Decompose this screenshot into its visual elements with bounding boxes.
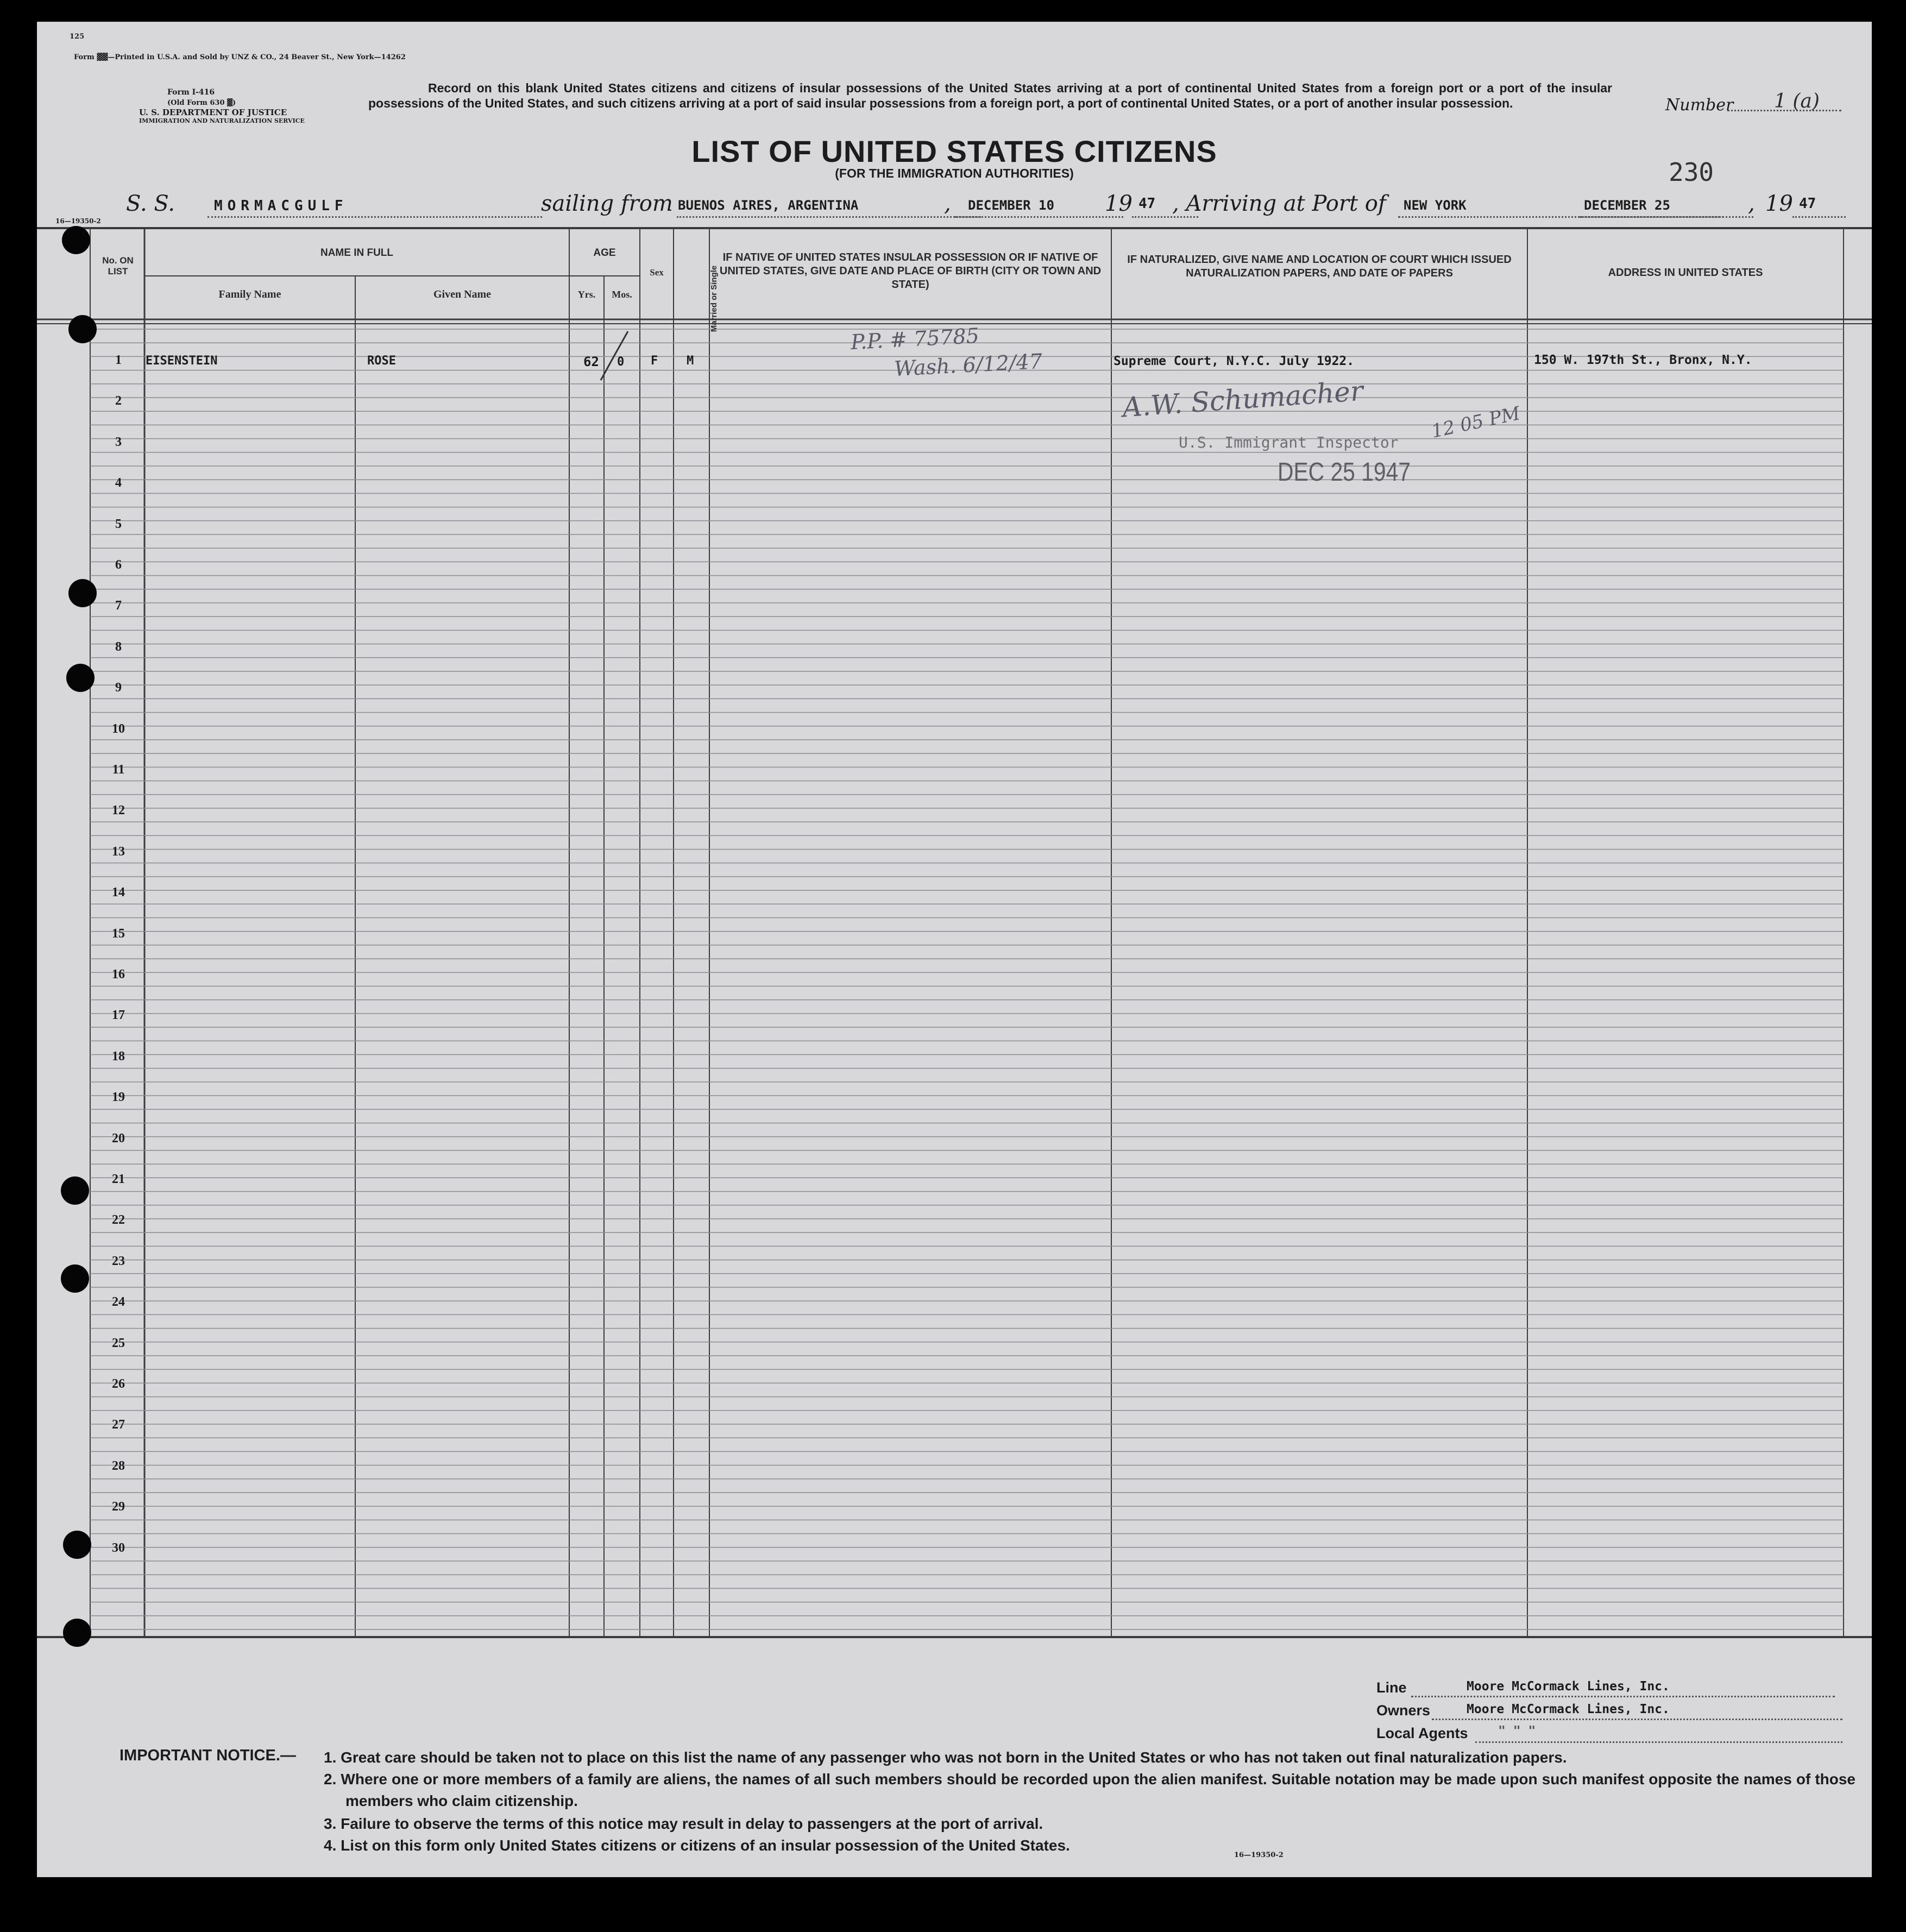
row-number: 28: [112, 1458, 125, 1473]
side-code: 16—19350-2: [55, 217, 101, 225]
owners-label: Owners: [1376, 1702, 1431, 1719]
punch-hole: [63, 1619, 91, 1647]
col-address: ADDRESS IN UNITED STATES: [1608, 267, 1763, 279]
sail-year-prefix: 19: [1105, 191, 1133, 216]
notice-item-3: 3. Failure to observe the terms of this notice may result in delay to passengers at the port of arrival.: [324, 1815, 1043, 1832]
row-number: 5: [115, 517, 122, 531]
row-number: 29: [112, 1500, 125, 1514]
row-number: 10: [112, 721, 125, 736]
col-name-in-full: NAME IN FULL: [320, 247, 394, 259]
age-check-mark: [596, 326, 640, 386]
arriving-text: Arriving at Port of: [1186, 191, 1386, 216]
punch-hole: [61, 1264, 89, 1293]
agents-value: " " ": [1498, 1724, 1536, 1738]
row-number: 9: [115, 681, 122, 695]
from-port: BUENOS AIRES, ARGENTINA: [678, 198, 859, 213]
page-stamp: 230: [1669, 158, 1714, 187]
dept-line-2: IMMIGRATION AND NATURALIZATION SERVICE: [139, 117, 305, 124]
top-code: 125: [70, 33, 85, 41]
agents-label: Local Agents: [1376, 1725, 1468, 1741]
sailing-label: sailing from: [541, 191, 673, 216]
number-value: 1 (a): [1774, 90, 1820, 112]
row-number: 2: [115, 394, 122, 408]
handwritten-passport: P.P. # 75785: [850, 323, 980, 355]
row-number: 16: [112, 967, 125, 981]
col-family-name: Family Name: [218, 288, 281, 300]
inspector-date-stamp: DEC 25 1947: [1278, 458, 1411, 487]
punch-hole: [66, 664, 95, 692]
punch-hole: [61, 1176, 89, 1205]
entry-family-name: EISENSTEIN: [146, 354, 218, 368]
col-birth: IF NATIVE OF UNITED STATES INSULAR POSSESSION OR IF NATIVE OF UNITED STATES, GIVE DATE AND PLACE OF BIRTH (CITY OR TOWN AND STATE): [719, 251, 1102, 291]
inspector-signature: A.W. Schumacher: [1121, 375, 1364, 424]
row-number: 18: [112, 1049, 125, 1063]
row-number: 15: [112, 926, 125, 941]
row-number: 3: [115, 435, 122, 449]
arrival-year: 47: [1799, 196, 1816, 212]
line-label: Line: [1376, 1679, 1407, 1696]
row-number: 25: [112, 1336, 125, 1350]
row-number: 17: [112, 1008, 125, 1023]
page-subtitle: (FOR THE IMMIGRATION AUTHORITIES): [835, 166, 1074, 180]
col-married-single: Married or Single: [709, 265, 719, 332]
notice-item-4: 4. List on this form only United States citizens or citizens of an insular possession of the United States.: [324, 1837, 1070, 1854]
row-number: 24: [112, 1295, 125, 1310]
punch-hole: [63, 1531, 91, 1559]
entry-married-single: M: [687, 354, 694, 368]
row-number: 14: [112, 885, 125, 900]
row-number: 1: [115, 353, 122, 367]
arrival-year-prefix: 19: [1765, 191, 1793, 216]
footer-form-code: 16—19350-2: [1234, 1851, 1284, 1859]
row-number: 21: [112, 1172, 125, 1186]
entry-sex: F: [651, 354, 658, 368]
page-title: LIST OF UNITED STATES CITIZENS: [691, 134, 1217, 168]
col-sex: Sex: [650, 267, 664, 278]
row-number: 6: [115, 558, 122, 572]
number-label: Number: [1665, 96, 1734, 115]
stamp-time: 12 05 PM: [1429, 402, 1523, 443]
row-number: 27: [112, 1418, 125, 1432]
sail-comma: ,: [944, 191, 951, 216]
col-no-on-list: No. ON LIST: [102, 255, 134, 276]
row-number: 30: [112, 1540, 125, 1555]
row-number: 13: [112, 844, 125, 859]
row-number: 19: [112, 1090, 125, 1105]
entry-given-name: ROSE: [367, 354, 396, 368]
handwritten-issued: Wash. 6/12/47: [894, 349, 1043, 381]
entry-age-months: 0: [617, 355, 625, 369]
entry-address: 150 W. 197th St., Bronx, N.Y.: [1534, 353, 1752, 367]
header-instructions: Record on this blank United States citizens and citizens of insular possessions of the United States arriving at a port of continental United States from a foreign port or a port of the insular possessions of the United States, and such citizens arriving at a port of said insular possessions from a foreign port, a port of continental United States, or a port of another insular possession.: [368, 81, 1612, 110]
col-mos: Mos.: [612, 289, 632, 300]
line-value: Moore McCormack Lines, Inc.: [1467, 1679, 1670, 1694]
old-form: (Old Form 630 ▓): [167, 99, 236, 107]
notice-item-1: 1. Great care should be taken not to place on this list the name of any passenger who was not born in the United States or who has not taken out final naturalization papers.: [324, 1749, 1567, 1766]
punch-hole: [68, 315, 97, 343]
punch-hole: [62, 226, 90, 254]
inspector-title-stamp: U.S. Immigrant Inspector: [1179, 433, 1399, 451]
notice-item-2: 2. Where one or more members of a family are aliens, the names of all such members should be recorded upon the alien manifest. Suitable notation may be made upon such manifest opposite the names of those members who claim citizenship.: [324, 1771, 1855, 1809]
row-number: 8: [115, 639, 122, 654]
col-naturalized: IF NATURALIZED, GIVE NAME AND LOCATION OF COURT WHICH ISSUED NATURALIZATION PAPERS, AND DATE OF PAPERS: [1127, 254, 1512, 279]
row-number: 23: [112, 1254, 125, 1268]
row-number: 11: [112, 763, 125, 777]
arriving-label: , Arriving at Port of: [1172, 191, 1386, 216]
ship-name: MORMACGULF: [214, 198, 348, 214]
arrival-date: DECEMBER 25: [1584, 198, 1670, 213]
sail-year: 47: [1138, 196, 1156, 212]
col-age: AGE: [593, 247, 616, 259]
col-given-name: Given Name: [433, 288, 492, 300]
row-number: 20: [112, 1131, 125, 1146]
row-number: 22: [112, 1213, 125, 1228]
arrival-comma: ,: [1748, 191, 1755, 216]
manifest-page: [37, 22, 1872, 1877]
punch-hole: [68, 579, 97, 607]
ss-label: S. S.: [126, 191, 175, 216]
owners-value: Moore McCormack Lines, Inc.: [1467, 1702, 1670, 1716]
entry-age-years: 62: [583, 354, 599, 369]
col-yrs: Yrs.: [577, 289, 596, 300]
form-number: Form I-416: [167, 88, 215, 97]
entry-naturalization: Supreme Court, N.Y.C. July 1922.: [1114, 354, 1355, 368]
row-number: 26: [112, 1377, 125, 1391]
row-number: 7: [115, 599, 122, 613]
row-number: 4: [115, 476, 122, 490]
sail-date: DECEMBER 10: [968, 198, 1054, 213]
printer-line: Form ▓▓—Printed in U.S.A. and Sold by UNZ & CO., 24 Beaver St., New York—14262: [74, 53, 406, 61]
row-number: 12: [112, 803, 125, 818]
notice-heading: IMPORTANT NOTICE.—: [119, 1747, 296, 1764]
arrival-port: NEW YORK: [1404, 198, 1467, 213]
dept-line-1: U. S. DEPARTMENT OF JUSTICE: [139, 108, 287, 117]
